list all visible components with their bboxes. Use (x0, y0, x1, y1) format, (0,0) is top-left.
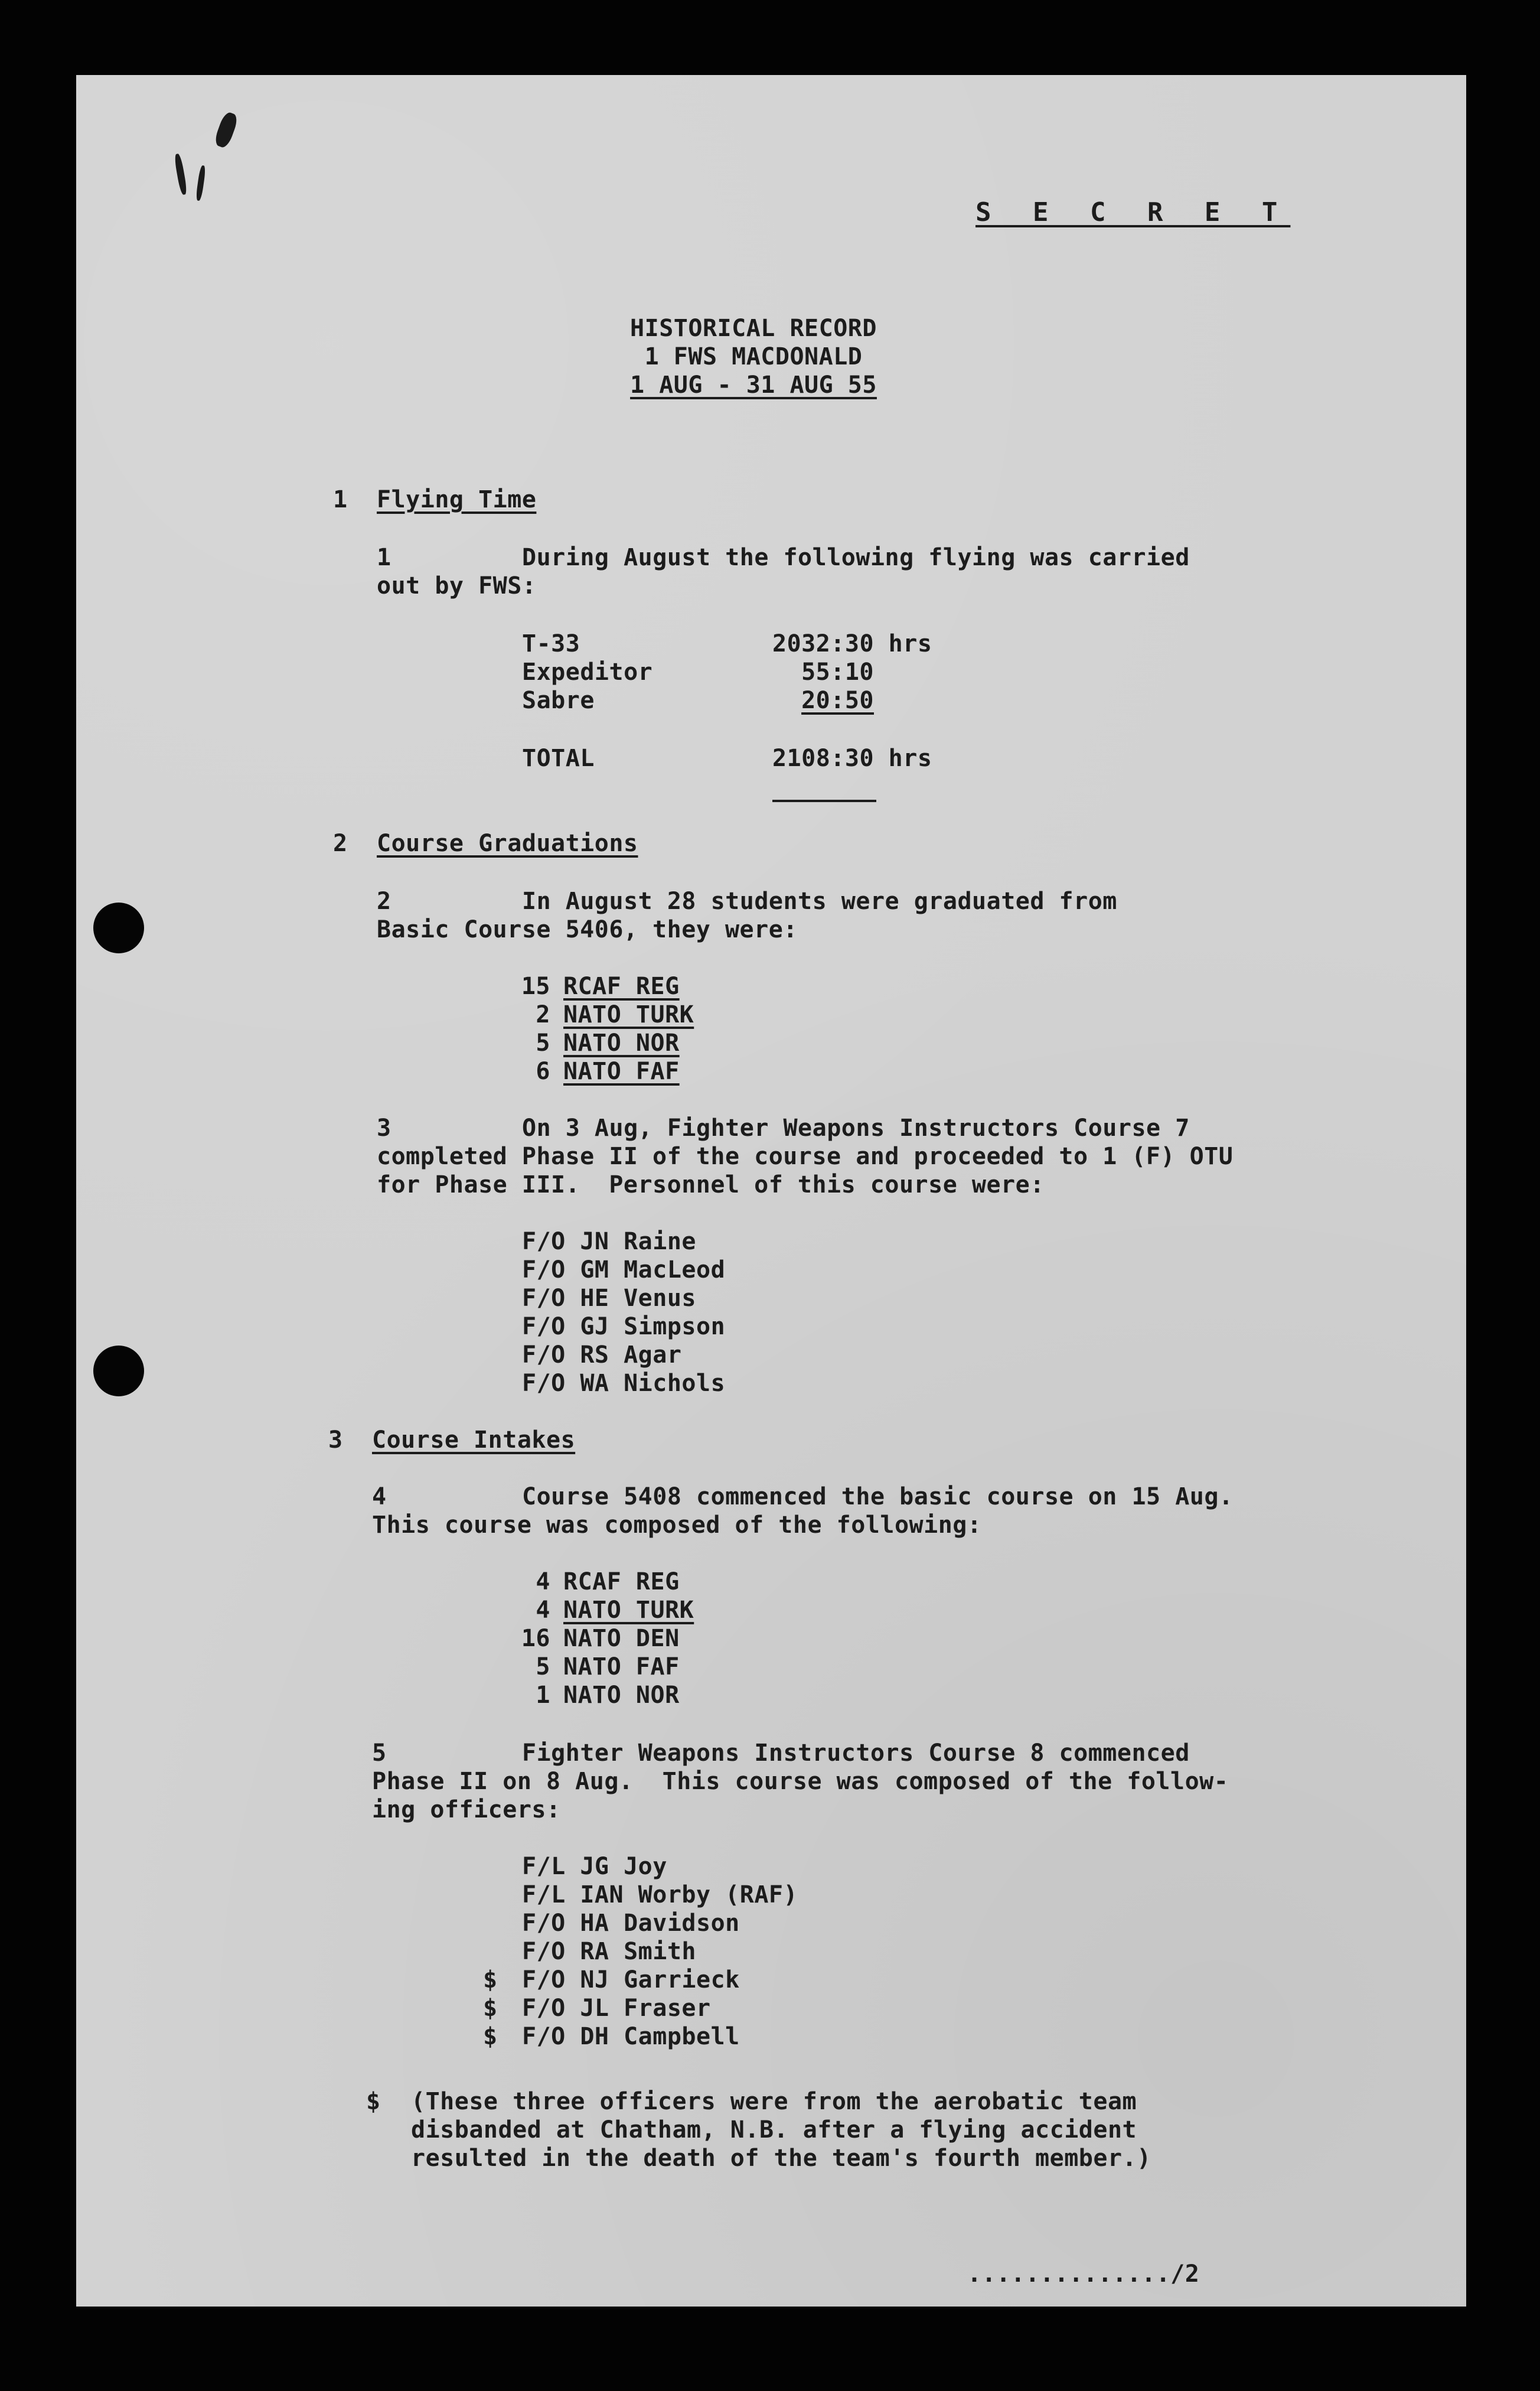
officer-footnote-mark: $ (483, 1995, 498, 2022)
graduate-count: 6 (536, 1058, 550, 1085)
para-2-line-1: In August 28 students were graduated from (522, 888, 1117, 915)
para-3-line-2: completed Phase II of the course and proceeded to 1 (F) OTU (377, 1143, 1234, 1170)
para-5-line-2: Phase II on 8 Aug. This course was composed of the follow- (372, 1768, 1229, 1795)
section-3-heading: Course Intakes (372, 1426, 576, 1454)
footnote-line-2: disbanded at Chatham, N.B. after a flying accident (411, 2116, 1137, 2144)
punch-hole (93, 1346, 144, 1396)
section-1-number: 1 (333, 486, 348, 513)
para-1-line-1: During August the following flying was carried (522, 544, 1190, 571)
para-2-number: 2 (377, 888, 391, 915)
graduate-group: NATO TURK (563, 1001, 694, 1028)
personnel-name: F/O WA Nichols (522, 1370, 726, 1397)
total-label: TOTAL (522, 745, 595, 772)
graduate-group: NATO NOR (563, 1030, 680, 1057)
para-5-number: 5 (372, 1739, 387, 1767)
para-2-line-2: Basic Course 5406, they were: (377, 916, 798, 943)
para-1-line-2: out by FWS: (377, 572, 537, 600)
graduate-group: NATO FAF (563, 1058, 680, 1085)
officer-name: F/O JL Fraser (522, 1995, 711, 2022)
graduate-count: 5 (536, 1030, 550, 1057)
section-2-number: 2 (333, 830, 348, 857)
aircraft-hours: 2032:30 hrs (772, 630, 932, 657)
personnel-name: F/O GM MacLeod (522, 1256, 726, 1284)
officer-name: F/O DH Campbell (522, 2023, 740, 2050)
officer-name: F/L IAN Worby (RAF) (522, 1881, 798, 1908)
section-1-heading: Flying Time (377, 486, 537, 513)
officer-footnote-mark: $ (483, 1966, 498, 1993)
aircraft-type: Sabre (522, 687, 595, 714)
personnel-name: F/O RS Agar (522, 1341, 682, 1369)
secret-marking: S E C R E T (975, 197, 1291, 227)
intake-group: RCAF REG (563, 1568, 680, 1595)
intake-group: NATO TURK (563, 1597, 694, 1624)
personnel-name: F/O JN Raine (522, 1228, 696, 1255)
footnote-line-3: resulted in the death of the team's fourth member.) (411, 2145, 1151, 2172)
intake-count: 1 (536, 1682, 550, 1709)
footnote-mark: $ (366, 2088, 381, 2115)
title-line-1: HISTORICAL RECORD (630, 315, 877, 342)
officer-footnote-mark: $ (483, 2023, 498, 2050)
intake-count: 16 (521, 1625, 550, 1652)
total-rule (772, 800, 876, 802)
para-4-line-2: This course was composed of the following: (372, 1512, 982, 1539)
officer-name: F/O NJ Garrieck (522, 1966, 740, 1993)
para-5-line-1: Fighter Weapons Instructors Course 8 commenced (522, 1739, 1190, 1767)
section-2-heading: Course Graduations (377, 830, 638, 857)
graduate-count: 2 (536, 1001, 550, 1028)
total-hours: 2108:30 hrs (772, 745, 932, 772)
para-4-number: 4 (372, 1483, 387, 1510)
title-line-2: 1 FWS MACDONALD (644, 343, 863, 370)
intake-count: 5 (536, 1653, 550, 1680)
officer-name: F/O RA Smith (522, 1938, 696, 1965)
para-3-number: 3 (377, 1115, 391, 1142)
intake-group: NATO DEN (563, 1625, 680, 1652)
page-continuation: ............../2 (967, 2260, 1200, 2288)
personnel-name: F/O HE Venus (522, 1285, 696, 1312)
intake-count: 4 (536, 1597, 550, 1624)
para-3-line-1: On 3 Aug, Fighter Weapons Instructors Course 7 (522, 1115, 1190, 1142)
title-line-3: 1 AUG - 31 AUG 55 (630, 372, 877, 399)
section-3-number: 3 (328, 1426, 343, 1454)
para-4-line-1: Course 5408 commenced the basic course on 15 Aug. (522, 1483, 1234, 1510)
officer-name: F/L JG Joy (522, 1853, 667, 1880)
footnote-line-1: (These three officers were from the aerobatic team (411, 2088, 1137, 2115)
para-3-line-3: for Phase III. Personnel of this course were: (377, 1171, 1045, 1198)
intake-count: 4 (536, 1568, 550, 1595)
aircraft-type: T-33 (522, 630, 580, 657)
para-1-number: 1 (377, 544, 391, 571)
para-5-line-3: ing officers: (372, 1796, 561, 1823)
aircraft-type: Expeditor (522, 659, 653, 686)
officer-name: F/O HA Davidson (522, 1910, 740, 1937)
punch-hole (93, 903, 144, 953)
personnel-name: F/O GJ Simpson (522, 1313, 726, 1340)
intake-group: NATO FAF (563, 1653, 680, 1680)
graduate-count: 15 (521, 973, 550, 1000)
aircraft-hours: 55:10 (801, 659, 874, 686)
aircraft-hours: 20:50 (801, 687, 874, 714)
intake-group: NATO NOR (563, 1682, 680, 1709)
graduate-group: RCAF REG (563, 973, 680, 1000)
